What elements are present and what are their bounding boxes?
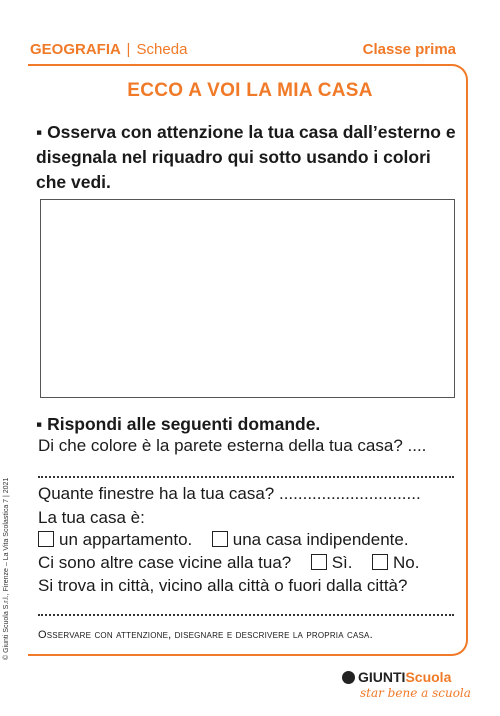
drawing-instruction: ▪ Osserva con attenzione la tua casa dall’esterno e disegnala nel riquadro qui sotto usando i colori che vedi. [36, 122, 456, 192]
sheet-type: Scheda [136, 41, 188, 58]
giunti-logo-icon [342, 671, 355, 684]
neighbors-row [38, 553, 419, 573]
house-type-options [38, 530, 409, 550]
option-apartment: un appartamento. [59, 530, 193, 549]
question-neighbors: Ci sono altre case vicine alla tua? [38, 553, 292, 572]
option-no: No. [392, 553, 420, 572]
option-independent-house: una casa indipendente. [232, 530, 409, 549]
header-separator: | [126, 41, 131, 58]
copyright-note: © Giunti Scuola S.r.l., Firenze – La Vita Scolastica 7 | 2021 [3, 477, 10, 660]
header [30, 41, 187, 58]
answer-line-1[interactable] [38, 476, 454, 478]
questions-heading: ▪ Rispondi alle seguenti domande. [36, 414, 321, 434]
publisher-logo [342, 669, 451, 685]
footer-note: Osservare con attenzione, disegnare e descrivere la propria casa. [38, 629, 373, 641]
subject-label: GEOGRAFIA [30, 41, 121, 58]
drawing-box[interactable] [40, 199, 455, 398]
option-yes: Sì. [331, 553, 353, 572]
logo-brand: GIUNTI [358, 669, 406, 685]
checkbox-apartment[interactable] [38, 531, 54, 547]
logo-brand-suffix: Scuola [405, 669, 452, 685]
answer-line-2[interactable] [38, 614, 454, 616]
question-wall-color: Di che colore è la parete esterna della tua casa? .... [38, 436, 427, 455]
question-location: Si trova in città, vicino alla città o fuori dalla città? [38, 576, 408, 595]
logo-tagline: star bene a scuola [360, 686, 471, 700]
checkbox-no[interactable] [372, 554, 388, 570]
checkbox-yes[interactable] [311, 554, 327, 570]
worksheet-title: ECCO A VOI LA MIA CASA [127, 80, 373, 101]
checkbox-independent-house[interactable] [212, 531, 228, 547]
class-label: Classe prima [362, 41, 456, 58]
question-house-type: La tua casa è: [38, 508, 145, 527]
question-windows: Quante finestre ha la tua casa? .............................. [38, 484, 421, 503]
